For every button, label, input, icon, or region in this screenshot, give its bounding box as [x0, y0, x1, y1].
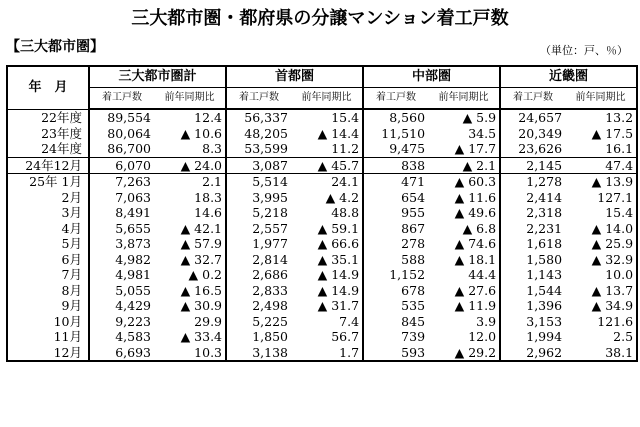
count-cell: 867	[401, 220, 426, 236]
subheader-yoy: 前年同期比	[428, 88, 500, 110]
count-cell: 56,337	[244, 110, 289, 125]
yoy-cell: ▲ 6.8	[428, 221, 500, 237]
yoy-cell: 10.3	[154, 345, 226, 362]
period-cell: 22年度	[7, 109, 89, 126]
period-cell: 4月	[7, 221, 89, 237]
count-cell: 23,626	[500, 141, 565, 157]
yoy-cell: 38.1	[605, 344, 634, 360]
count-cell: 1,618	[526, 236, 563, 251]
count-cell: 9,475	[363, 141, 428, 157]
yoy-cell: ▲ 57.9	[154, 236, 226, 252]
count-cell: 2,145	[500, 157, 565, 174]
yoy-cell: ▲ 17.5	[591, 125, 634, 141]
yoy-cell: ▲ 42.1	[154, 221, 226, 237]
table-row	[7, 236, 637, 252]
subheader-row	[7, 88, 637, 110]
yoy-cell: 127.1	[597, 189, 634, 205]
table-row	[7, 283, 637, 299]
count-cell: 593	[401, 344, 426, 360]
yoy-cell: ▲ 4.2	[291, 190, 363, 206]
count-cell: 5,655	[115, 220, 151, 236]
count-cell: 4,429	[115, 298, 151, 313]
yoy-cell: ▲ 34.9	[591, 298, 634, 313]
yoy-cell: 56.7	[291, 329, 363, 345]
subheader-yoy: 前年同期比	[291, 88, 363, 110]
count-cell: 4,982	[115, 251, 151, 267]
count-cell: 20,349	[518, 125, 563, 141]
group-header-chubu: 中部圏	[363, 66, 500, 88]
count-cell: 2,814	[252, 251, 289, 267]
yoy-cell: ▲ 49.6	[428, 205, 500, 221]
subheader-count: 着工戸数	[226, 88, 291, 110]
period-cell: 24年度	[7, 141, 89, 157]
yoy-cell: 10.0	[605, 267, 634, 282]
period-cell: 10月	[7, 314, 89, 330]
period-cell: 24年12月	[7, 157, 89, 174]
count-cell: 2,557	[252, 220, 289, 236]
yoy-cell: ▲ 31.7	[291, 298, 363, 314]
count-cell: 5,514	[252, 174, 289, 189]
yoy-cell: 48.8	[291, 205, 363, 221]
page-title: 三大都市圏・都府県の分譲マンション着工戸数	[131, 8, 509, 29]
period-cell: 5月	[7, 236, 89, 252]
table-row	[7, 190, 637, 206]
yoy-cell: ▲ 16.5	[154, 283, 226, 299]
period-cell: 7月	[7, 267, 89, 283]
count-cell: 2,414	[526, 189, 563, 205]
count-cell: 4,583	[115, 329, 151, 344]
yoy-cell: ▲ 10.6	[154, 126, 226, 142]
table-row	[7, 205, 637, 221]
period-cell: 9月	[7, 298, 89, 314]
count-cell: 2,231	[526, 220, 563, 236]
count-cell: 24,657	[518, 110, 563, 125]
count-cell: 2,498	[252, 298, 289, 313]
yoy-cell: 1.7	[291, 345, 363, 362]
data-table	[6, 65, 638, 362]
yoy-cell: ▲ 13.9	[591, 174, 634, 189]
table-row	[7, 221, 637, 237]
table-row	[7, 298, 637, 314]
count-cell: 48,205	[244, 125, 289, 141]
yoy-cell: ▲ 27.6	[428, 283, 500, 299]
table-row	[7, 314, 637, 330]
period-cell: 2月	[7, 190, 89, 206]
yoy-cell: 34.5	[428, 126, 500, 142]
yoy-cell: 14.6	[154, 205, 226, 221]
yoy-cell: ▲ 14.9	[291, 267, 363, 283]
count-cell: 955	[401, 205, 426, 220]
count-cell: 678	[401, 282, 426, 298]
count-cell: 1,396	[526, 298, 563, 313]
yoy-cell: 15.4	[291, 109, 363, 126]
count-cell: 89,554	[107, 110, 151, 125]
yoy-cell: 3.9	[428, 314, 500, 330]
subheader-count: 着工戸数	[363, 88, 428, 110]
yoy-cell: 24.1	[291, 174, 363, 190]
count-cell: 1,152	[389, 267, 426, 282]
count-cell: 2,833	[252, 282, 289, 298]
yoy-cell: 44.4	[428, 267, 500, 283]
yoy-cell: 47.4	[565, 157, 637, 174]
count-cell: 5,055	[115, 282, 151, 298]
count-cell: 86,700	[89, 141, 154, 157]
yoy-cell: ▲ 33.4	[154, 329, 226, 345]
table-row	[7, 126, 637, 142]
subheader-yoy: 前年同期比	[154, 88, 226, 110]
count-cell: 1,580	[526, 251, 563, 267]
yoy-cell: 15.4	[605, 205, 634, 220]
count-cell: 11,510	[381, 125, 426, 141]
table-row	[7, 109, 637, 126]
yoy-cell: ▲ 17.7	[428, 141, 500, 157]
yoy-cell: 12.0	[428, 329, 500, 345]
period-header: 年 月	[7, 66, 89, 109]
table-row	[7, 345, 637, 362]
count-cell: 3,087	[226, 157, 291, 174]
header-row	[7, 66, 637, 88]
table-row	[7, 267, 637, 283]
yoy-cell: ▲ 32.9	[591, 251, 634, 267]
group-header-shutoken: 首都圏	[226, 66, 363, 88]
count-cell: 3,153	[526, 313, 563, 329]
count-cell: 3,873	[115, 236, 151, 251]
count-cell: 2,686	[252, 267, 289, 282]
count-cell: 1,977	[252, 236, 289, 251]
period-cell: 8月	[7, 283, 89, 299]
yoy-cell: 2.5	[613, 329, 634, 344]
yoy-cell: ▲ 29.2	[428, 345, 500, 362]
yoy-cell: 12.4	[154, 109, 226, 126]
count-cell: 2,318	[526, 205, 563, 220]
count-cell: 3,995	[252, 189, 289, 205]
count-cell: 588	[401, 251, 426, 267]
yoy-cell: ▲ 45.7	[291, 157, 363, 174]
count-cell: 1,994	[526, 329, 563, 344]
count-cell: 2,962	[526, 344, 563, 360]
yoy-cell: ▲ 0.2	[154, 267, 226, 283]
period-cell: 11月	[7, 329, 89, 345]
period-cell: 25年 1月	[7, 174, 89, 190]
count-cell: 5,225	[252, 313, 289, 329]
count-cell: 471	[401, 174, 426, 189]
count-cell: 80,064	[107, 125, 151, 141]
yoy-cell: ▲ 14.0	[591, 220, 634, 236]
yoy-cell: ▲ 35.1	[291, 252, 363, 268]
yoy-cell: 2.1	[154, 174, 226, 190]
count-cell: 53,599	[226, 141, 291, 157]
count-cell: 8,560	[389, 110, 426, 125]
yoy-cell: 29.9	[154, 314, 226, 330]
count-cell: 1,278	[526, 174, 563, 189]
table-row	[7, 141, 637, 157]
subheader-count: 着工戸数	[500, 88, 565, 110]
count-cell: 3,138	[252, 344, 289, 360]
count-cell: 535	[401, 298, 426, 313]
count-cell: 838	[363, 157, 428, 174]
yoy-cell: 18.3	[154, 190, 226, 206]
yoy-cell: ▲ 11.6	[428, 190, 500, 206]
yoy-cell: ▲ 74.6	[428, 236, 500, 252]
subheader-count: 着工戸数	[89, 88, 154, 110]
count-cell: 9,223	[115, 313, 151, 329]
subheader-yoy: 前年同期比	[565, 88, 637, 110]
yoy-cell: ▲ 2.1	[428, 157, 500, 174]
yoy-cell: 7.4	[291, 314, 363, 330]
yoy-cell: ▲ 30.9	[154, 298, 226, 314]
yoy-cell: ▲ 11.9	[428, 298, 500, 314]
yoy-cell: ▲ 14.4	[291, 126, 363, 142]
table-row	[7, 329, 637, 345]
count-cell: 845	[401, 313, 426, 329]
yoy-cell: ▲ 18.1	[428, 252, 500, 268]
table-row	[7, 157, 637, 174]
unit-label: （単位：戸、％）	[540, 44, 628, 57]
table-row	[7, 174, 637, 190]
count-cell: 5,218	[252, 205, 289, 220]
period-cell: 23年度	[7, 126, 89, 142]
period-cell: 3月	[7, 205, 89, 221]
yoy-cell: ▲ 66.6	[291, 236, 363, 252]
count-cell: 739	[401, 329, 426, 344]
yoy-cell: ▲ 5.9	[428, 109, 500, 126]
count-cell: 7,063	[115, 189, 151, 205]
yoy-cell: ▲ 13.7	[591, 282, 634, 298]
yoy-cell: 16.1	[565, 141, 637, 157]
period-cell: 12月	[7, 345, 89, 362]
section-label: 【三大都市圏】	[6, 39, 104, 55]
count-cell: 1,143	[526, 267, 563, 282]
table-row	[7, 252, 637, 268]
group-header-kinki: 近畿圏	[500, 66, 637, 88]
count-cell: 1,850	[252, 329, 289, 344]
count-cell: 8,491	[115, 205, 151, 220]
count-cell: 7,263	[115, 174, 151, 189]
count-cell: 6,693	[115, 344, 151, 360]
yoy-cell: 8.3	[154, 141, 226, 157]
count-cell: 1,544	[526, 282, 563, 298]
yoy-cell: ▲ 14.9	[291, 283, 363, 299]
yoy-cell: 121.6	[597, 313, 634, 329]
count-cell: 278	[401, 236, 426, 251]
count-cell: 4,981	[115, 267, 151, 282]
count-cell: 654	[401, 189, 426, 205]
group-header-total: 三大都市圏計	[89, 66, 226, 88]
count-cell: 6,070	[89, 157, 154, 174]
yoy-cell: ▲ 32.7	[154, 252, 226, 268]
period-cell: 6月	[7, 252, 89, 268]
yoy-cell: 11.2	[291, 141, 363, 157]
yoy-cell: ▲ 60.3	[428, 174, 500, 190]
yoy-cell: ▲ 25.9	[591, 236, 634, 251]
yoy-cell: ▲ 59.1	[291, 221, 363, 237]
yoy-cell: 13.2	[605, 110, 634, 125]
yoy-cell: ▲ 24.0	[154, 157, 226, 174]
